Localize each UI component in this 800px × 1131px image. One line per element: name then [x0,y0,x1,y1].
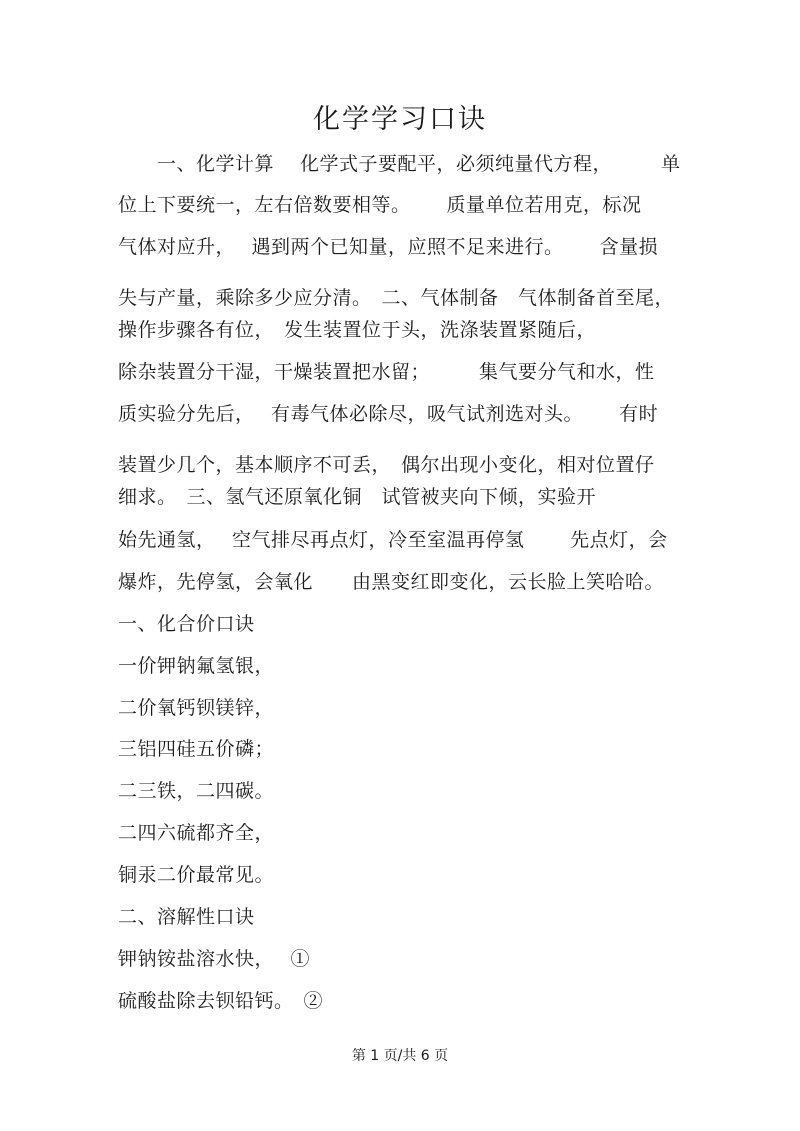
document-title: 化学学习口诀 [313,104,487,135]
text-line: 除杂装置分干湿，干燥装置把水留； 集气要分气和水，性 [118,361,655,383]
text-line: 始先通氢， 空气排尽再点灯，冷至室温再停氢 先点灯，会 [118,529,668,551]
text-line: 细求。 三、氢气还原氧化铜 试管被夹向下倾，实验开 [118,486,597,508]
section-heading: 一、化合价口诀 [118,613,255,635]
text-line: 二三铁，二四碳。 [118,780,275,802]
text-line: 二四六硫都齐全， [118,822,275,844]
text-line: 气体对应升， 遇到两个已知量，应照不足来进行。 含量损 [118,236,659,258]
text-line: 装置少几个，基本顺序不可丢， 偶尔出现小变化，相对位置仔 [118,454,655,476]
text-line: 二价氧钙钡镁锌， [118,697,275,719]
text-line: 三铝四硅五价磷； [118,738,275,760]
text-line: 钾钠铵盐溶水快， ① [118,948,311,970]
text-line: 一、化学计算 化学式子要配平，必须纯量代方程， 单 [118,153,681,175]
text-line: 一价钾钠氟氢银， [118,655,275,677]
page-footer: 第 1 页/共 6 页 [351,1048,449,1064]
text-line: 硫酸盐除去钡铅钙。 ② [118,990,324,1012]
section-heading: 二、溶解性口诀 [118,906,255,928]
text-line: 铜汞二价最常见。 [118,864,275,886]
text-line: 位上下要统一，左右倍数要相等。 质量单位若用克，标况 [118,194,642,216]
text-line: 爆炸，先停氢，会氧化 由黑变红即变化，云长脸上笑哈哈。 [118,571,665,593]
text-line: 失与产量，乘除多少应分清。 二、气体制备 气体制备首至尾， [118,287,675,309]
text-line: 操作步骤各有位， 发生装置位于头，洗涤装置紧随后， [118,319,597,341]
text-line: 质实验分先后， 有毒气体必除尽，吸气试剂选对头。 有时 [118,403,659,425]
